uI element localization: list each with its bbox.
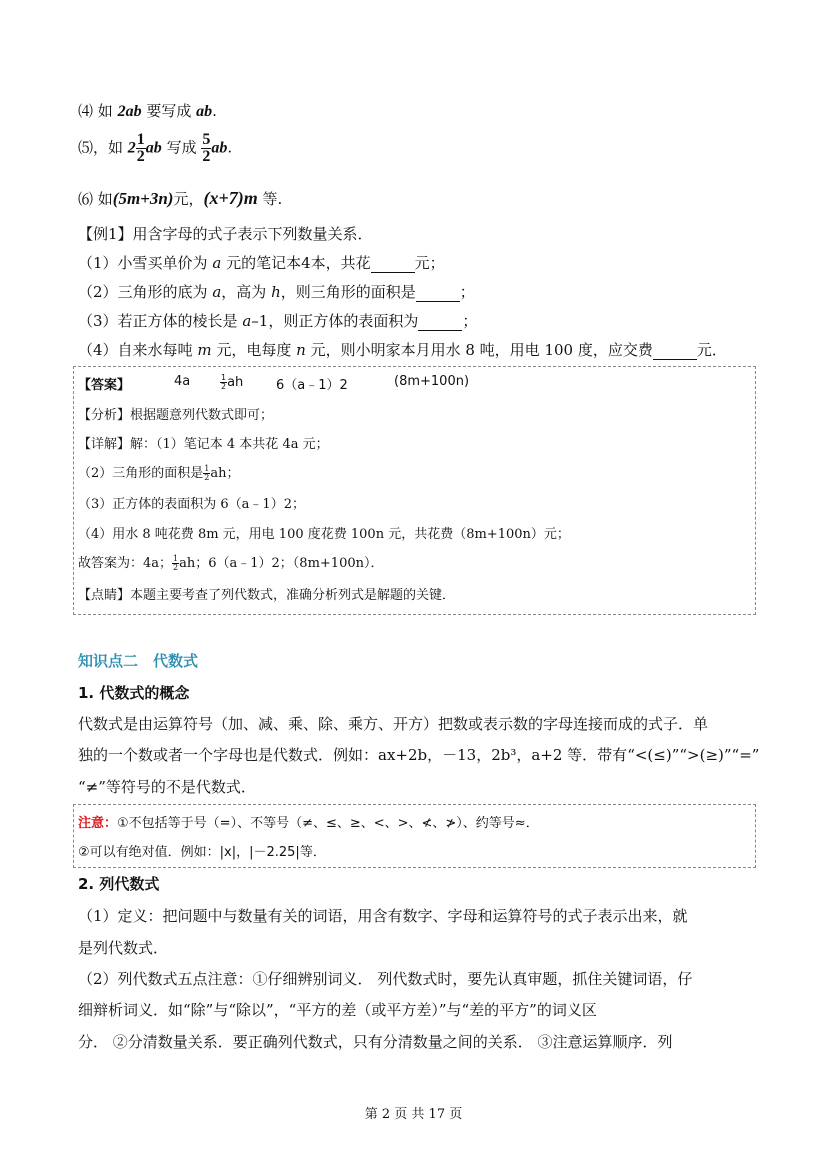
line-4 — [78, 100, 217, 121]
math-expression: 2ab — [117, 103, 142, 120]
detail-2 — [78, 462, 240, 482]
analysis: 【分析】根据题意列代数式即可； — [78, 408, 274, 423]
note-line-1 — [78, 812, 539, 831]
q-text: （1）小雪买单价为 — [78, 254, 208, 272]
answer-1: 4a — [174, 374, 191, 389]
q-text: （3）若正方体的棱长是 — [78, 312, 238, 330]
fraction-denominator: 2 — [204, 473, 210, 482]
q-text: （4）自来水每吨 — [78, 341, 193, 359]
q-text: 元． — [696, 341, 727, 359]
math-variable-2: ab — [211, 139, 228, 157]
fraction-numerator: 1 — [204, 464, 210, 473]
paragraph-3-line-2: 细辩析词义．如“除”与“除以”，“平方的差（或平方差）”与“差的平方”的词义区 — [78, 1001, 597, 1019]
comment: 【点睛】本题主要考查了列代数式，准确分析列式是解题的关键． — [78, 588, 456, 603]
q-text: （2）三角形的底为 — [78, 283, 208, 301]
line-4-text: ⑷ 如 — [78, 102, 113, 120]
answer-2-rest: ah — [227, 375, 244, 390]
q-text: ； — [462, 312, 478, 330]
line-6-text-2: 元， — [173, 190, 204, 208]
question-4 — [78, 339, 727, 360]
question-3 — [78, 310, 477, 331]
answer-label: 【答案】 — [78, 378, 131, 393]
q-text: –1，则正方体的表面积为 — [251, 312, 419, 330]
fraction-numerator: 5 — [202, 131, 211, 148]
fraction-denominator: 2 — [136, 148, 145, 165]
note-text: ①不包括等于号（=）、不等号（≠、≤、≥、<、>、≮、≯）、约等号≈． — [117, 816, 539, 831]
q-text: ，则三角形的面积是 — [280, 283, 416, 301]
section-title: 知识点二 代数式 — [78, 652, 199, 670]
question-2 — [78, 281, 475, 302]
detail-4: （4）用水 8 吨花费 8m 元，用电 100 度花费 100n 元，共花费（8m+100n）元； — [78, 527, 570, 542]
q-variable: a — [242, 312, 252, 330]
punct: . — [212, 102, 217, 120]
line-5 — [78, 132, 232, 165]
subsection-title-1: 1. 代数式的概念 — [78, 684, 190, 702]
detail-3: （3）正方体的表面积为 6（a﹣1）2； — [78, 497, 305, 512]
punct: . — [227, 138, 233, 157]
q-variable: m — [197, 341, 212, 359]
final-answer — [78, 552, 384, 572]
fraction-numerator: 1 — [173, 554, 179, 563]
fraction-numerator: 1 — [136, 131, 145, 148]
math-variable: ab — [145, 139, 162, 157]
line-6 — [78, 188, 282, 209]
fraction-numerator: 1 — [221, 373, 227, 382]
q-variable: a — [212, 254, 222, 272]
q-text: 元； — [414, 254, 445, 272]
detail-text: ah； — [210, 466, 240, 481]
example-title: 【例1】用含字母的式子表示下列数量关系． — [78, 225, 373, 243]
fraction-denominator: 2 — [221, 382, 227, 391]
math-expression: (5m+3n) — [112, 189, 174, 208]
line-6-text-3: 等. — [262, 190, 283, 208]
fraction-2 — [201, 132, 211, 165]
question-1 — [78, 252, 445, 273]
paragraph-2-line-2: 是列代数式． — [78, 939, 169, 957]
answer-3: 6（a﹣1）2 — [276, 378, 348, 393]
detail: 【详解】解：（1）笔记本 4 本共花 4a 元； — [78, 437, 329, 452]
answer-blank — [418, 316, 462, 331]
page-footer: 第 2 页 共 17 页 — [364, 1107, 463, 1122]
paragraph-3-line-3: 分． ②分清数量关系．要正确列代数式，只有分清数量之间的关系． ③注意运算顺序．列 — [78, 1033, 673, 1051]
fraction-denominator: 2 — [173, 563, 179, 572]
q-text: 元，则小明家本月用水 8 吨，用电 100 度，应交费 — [310, 341, 653, 359]
paragraph-3-line-1: （2）列代数式五点注意：①仔细辨别词义． 列代数式时，要先认真审题，抓住关键词语，仔 — [78, 970, 693, 988]
answer-blank — [653, 345, 697, 360]
paragraph-2-line-1: （1）定义：把问题中与数量有关的词语，用含有数字、字母和运算符号的式子表示出来，就 — [78, 907, 688, 925]
subsection-title-2: 2. 列代数式 — [78, 875, 160, 893]
fraction-denominator: 2 — [202, 148, 211, 165]
q-variable: n — [296, 341, 306, 359]
q-text: ； — [459, 283, 475, 301]
paragraph-1-line-1: 代数式是由运算符号（加、减、乘、除、乘方、开方）把数或表示数的字母连接而成的式子．单 — [78, 715, 709, 733]
answer-4: (8m+100n) — [394, 374, 470, 389]
fraction — [136, 132, 146, 165]
q-variable: h — [271, 283, 281, 301]
answer-blank — [371, 258, 415, 273]
answer-blank — [416, 287, 460, 302]
line-4-text-2: 要写成 — [146, 102, 192, 120]
paragraph-1-line-3: “≠”等符号的不是代数式． — [78, 778, 256, 796]
final-text: 故答案为：4a； — [78, 556, 173, 571]
answer-2 — [220, 374, 243, 391]
final-text: ah；6（a﹣1）2；（8m+100n）． — [179, 556, 384, 571]
note-label: 注意： — [78, 816, 118, 831]
line-5-text: ⑸，如 — [78, 138, 124, 157]
paragraph-1-line-2: 独的一个数或者一个字母也是代数式．例如：ax+2b，－13，2b³，a+2 等．带有“<(≤)”“>(≥)”“=” — [78, 746, 760, 764]
q-text: ，高为 — [221, 283, 267, 301]
math-expression-2: (x+7)m — [203, 188, 258, 208]
q-variable: a — [212, 283, 222, 301]
mixed-number-whole: 2 — [127, 139, 136, 157]
q-text: 元的笔记本4本，共花 — [226, 254, 371, 272]
q-text: 元，电每度 — [216, 341, 292, 359]
line-6-text: ⑹ 如 — [78, 190, 113, 208]
answer-line — [78, 373, 470, 393]
note-line-2: ②可以有绝对值．例如：|x|，|－2.25|等． — [78, 845, 326, 860]
line-5-text-2: 写成 — [166, 138, 197, 157]
detail-text: （2）三角形的面积是 — [78, 466, 204, 481]
math-expression-2: ab — [196, 103, 213, 120]
